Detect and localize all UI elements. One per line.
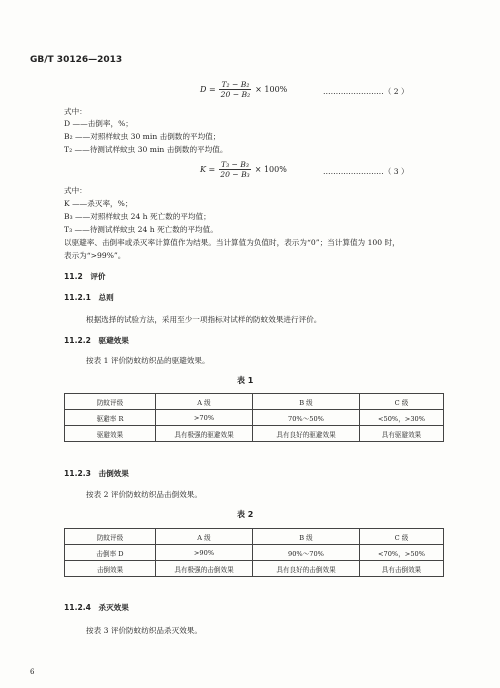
table-cell: A 级 <box>156 529 253 545</box>
where-1-line: D ——击倒率，%； <box>64 119 133 128</box>
formula-3 <box>200 160 287 179</box>
page-number: 6 <box>30 668 35 676</box>
table-row <box>65 394 444 410</box>
table-1-caption: 表 1 <box>237 376 254 385</box>
table-cell: <50%，>30% <box>360 410 444 426</box>
section-11-2-heading: 11.2 评价 <box>64 272 106 281</box>
formula-2-lhs: D = <box>200 85 216 94</box>
where-2-line: T₃ ——待测试样蚊虫 24 h 死亡数的平均值。 <box>64 225 218 234</box>
formula-3-fraction <box>218 160 251 179</box>
table-cell: 具有良好的驱避效果 <box>253 426 360 442</box>
table-row <box>65 529 444 545</box>
table-row <box>65 545 444 561</box>
table-cell: 具有极强的击倒效果 <box>156 561 253 577</box>
formula-3-numerator: T₃ − B₃ <box>221 160 249 169</box>
table-cell: 防蚊评级 <box>65 529 156 545</box>
table-cell: B 级 <box>253 394 360 410</box>
table-cell: 防蚊评级 <box>65 394 156 410</box>
table-row <box>65 561 444 577</box>
section-11-2-3-heading: 11.2.3 击倒效果 <box>64 469 129 478</box>
formula-2-fraction <box>219 80 252 99</box>
table-cell: >90% <box>156 545 253 561</box>
formula-3-lhs: K = <box>200 165 216 174</box>
table-cell: <70%，>50% <box>360 545 444 561</box>
section-11-2-1-text: 根据选择的试验方法，采用至少一项指标对试样的防蚊效果进行评价。 <box>86 315 322 324</box>
table-2-caption: 表 2 <box>237 510 254 519</box>
formula-2-numerator: T₂ − B₂ <box>221 80 250 89</box>
section-11-2-2-text: 按表 1 评价防蚊纺织品的驱避效果。 <box>86 356 210 365</box>
table-cell: 70%～50% <box>253 410 360 426</box>
table-cell: 击倒率 D <box>65 545 156 561</box>
formula-2 <box>200 80 287 99</box>
formula-2-number: ……………………（ 2 ） <box>323 87 409 96</box>
section-11-2-2-heading: 11.2.2 驱避效果 <box>64 336 129 345</box>
table-cell: C 级 <box>360 529 444 545</box>
where-1-line: B₂ ——对照样蚊虫 30 min 击倒数的平均值； <box>64 132 221 141</box>
table-cell: >70% <box>156 410 253 426</box>
where-1-line: T₂ ——待测试样蚊虫 30 min 击倒数的平均值。 <box>64 145 228 154</box>
section-11-2-1-heading: 11.2.1 总则 <box>64 293 114 302</box>
table-cell: 具有极强的驱避效果 <box>156 426 253 442</box>
table-cell: 具有驱避效果 <box>360 426 444 442</box>
standard-header: GB/T 30126—2013 <box>30 55 123 65</box>
note-line-2: 表示为“>99%”。 <box>64 251 126 260</box>
table-cell: 具有良好的击倒效果 <box>253 561 360 577</box>
table-2 <box>64 528 444 577</box>
table-cell: C 级 <box>360 394 444 410</box>
where-1-intro: 式中： <box>64 107 87 116</box>
formula-3-denominator: 20 − B₃ <box>220 170 250 179</box>
note-line-1: 以驱避率、击倒率或杀灭率计算值作为结果。当计算值为负值时，表示为“0”；当计算值为 100 时， <box>64 238 400 247</box>
formula-2-denominator: 20 − B₂ <box>220 90 251 99</box>
table-cell: B 级 <box>253 529 360 545</box>
formula-3-number: ……………………（ 3 ） <box>323 167 409 176</box>
table-row <box>65 426 444 442</box>
table-cell: 具有击倒效果 <box>360 561 444 577</box>
table-cell: A 级 <box>156 394 253 410</box>
formula-3-rest: × 100% <box>254 165 287 174</box>
table-row <box>65 410 444 426</box>
table-cell: 击倒效果 <box>65 561 156 577</box>
table-1 <box>64 393 444 442</box>
table-cell: 驱避效果 <box>65 426 156 442</box>
where-2-line: B₃ ——对照样蚊虫 24 h 死亡数的平均值； <box>64 212 211 221</box>
section-11-2-3-text: 按表 2 评价防蚊纺织品击倒效果。 <box>86 490 202 499</box>
table-cell: 90%～70% <box>253 545 360 561</box>
formula-2-rest: × 100% <box>255 85 288 94</box>
section-11-2-4-heading: 11.2.4 杀灭效果 <box>64 603 129 612</box>
where-2-line: K ——杀灭率，%； <box>64 199 133 208</box>
section-11-2-4-text: 按表 3 评价防蚊纺织品杀灭效果。 <box>86 626 202 635</box>
where-2-intro: 式中： <box>64 186 87 195</box>
table-cell: 驱避率 R <box>65 410 156 426</box>
